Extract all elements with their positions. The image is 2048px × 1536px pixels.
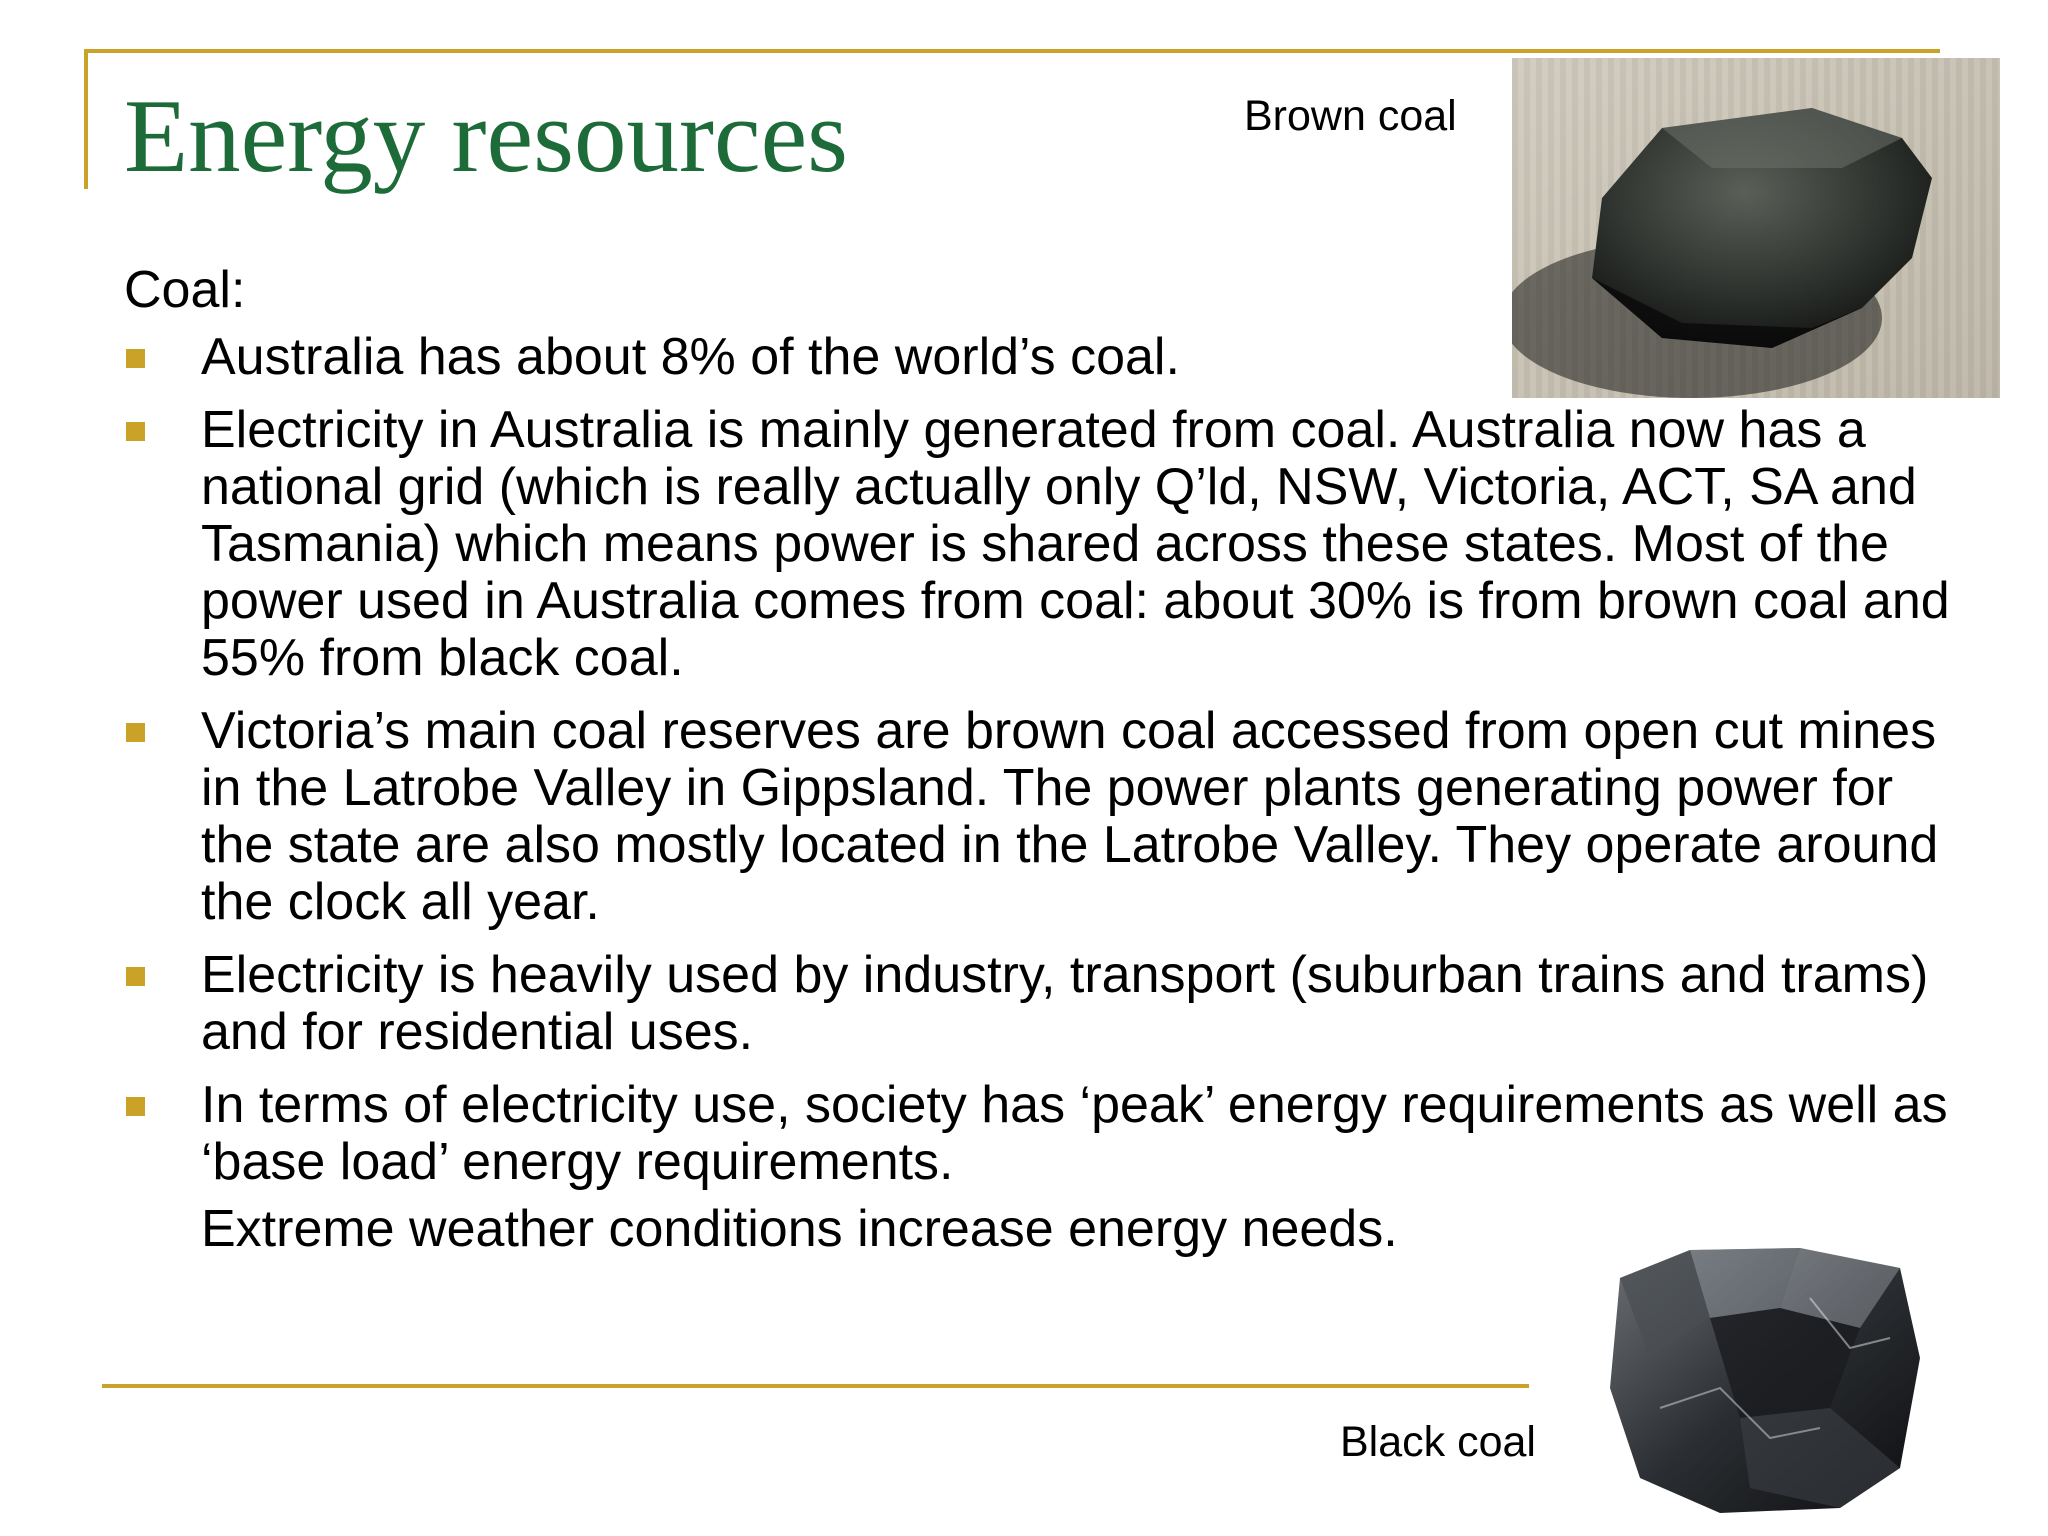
bullet-list	[124, 329, 1964, 1191]
bullet-item	[124, 329, 1964, 386]
square-bullet-icon	[126, 967, 145, 986]
square-bullet-icon	[126, 422, 145, 441]
bullet-text: Australia has about 8% of the world’s coal.	[201, 328, 1180, 386]
square-bullet-icon	[126, 723, 145, 742]
square-bullet-icon	[126, 1097, 145, 1116]
bottom-rule	[102, 1384, 1529, 1388]
slide-body	[124, 262, 1964, 1258]
bullet-text: Electricity is heavily used by industry, transport (suburban trains and trams) and for residential uses.	[201, 946, 1929, 1061]
brown-coal-caption: Brown coal	[1244, 92, 1457, 140]
left-rule	[84, 49, 88, 189]
square-bullet-icon	[126, 349, 145, 368]
bullet-item	[124, 703, 1964, 931]
bullet-text: In terms of electricity use, society has ‘peak’ energy requirements as well as ‘base load’ energy requirements.	[201, 1076, 1948, 1191]
top-rule	[84, 49, 1940, 53]
slide-title: Energy resources	[124, 77, 849, 194]
black-coal-caption: Black coal	[1340, 1418, 1536, 1466]
black-coal-lump-illustration	[1600, 1238, 1940, 1518]
bullet-item	[124, 947, 1964, 1061]
bullet-text: Victoria’s main coal reserves are brown coal accessed from open cut mines in the Latrobe Valley in Gippsland. The power plants generating power for the state are also mostly located in the Latrobe Valley. They operate around the clock all year.	[201, 702, 1939, 931]
bullet-text: Electricity in Australia is mainly generated from coal. Australia now has a national grid (which is really actually only Q’ld, NSW, Victoria, ACT, SA and Tasmania) which means power is shared across these states. Most of the power used in Australia comes from coal: about 30% is from brown coal and 55% from black coal.	[201, 401, 1950, 687]
closing-paragraph: Extreme weather conditions increase energy needs.	[201, 1200, 1398, 1258]
section-heading: Coal:	[124, 261, 246, 319]
bullet-item	[124, 1077, 1964, 1191]
black-coal-image	[1600, 1238, 1940, 1518]
bullet-item	[124, 402, 1964, 687]
